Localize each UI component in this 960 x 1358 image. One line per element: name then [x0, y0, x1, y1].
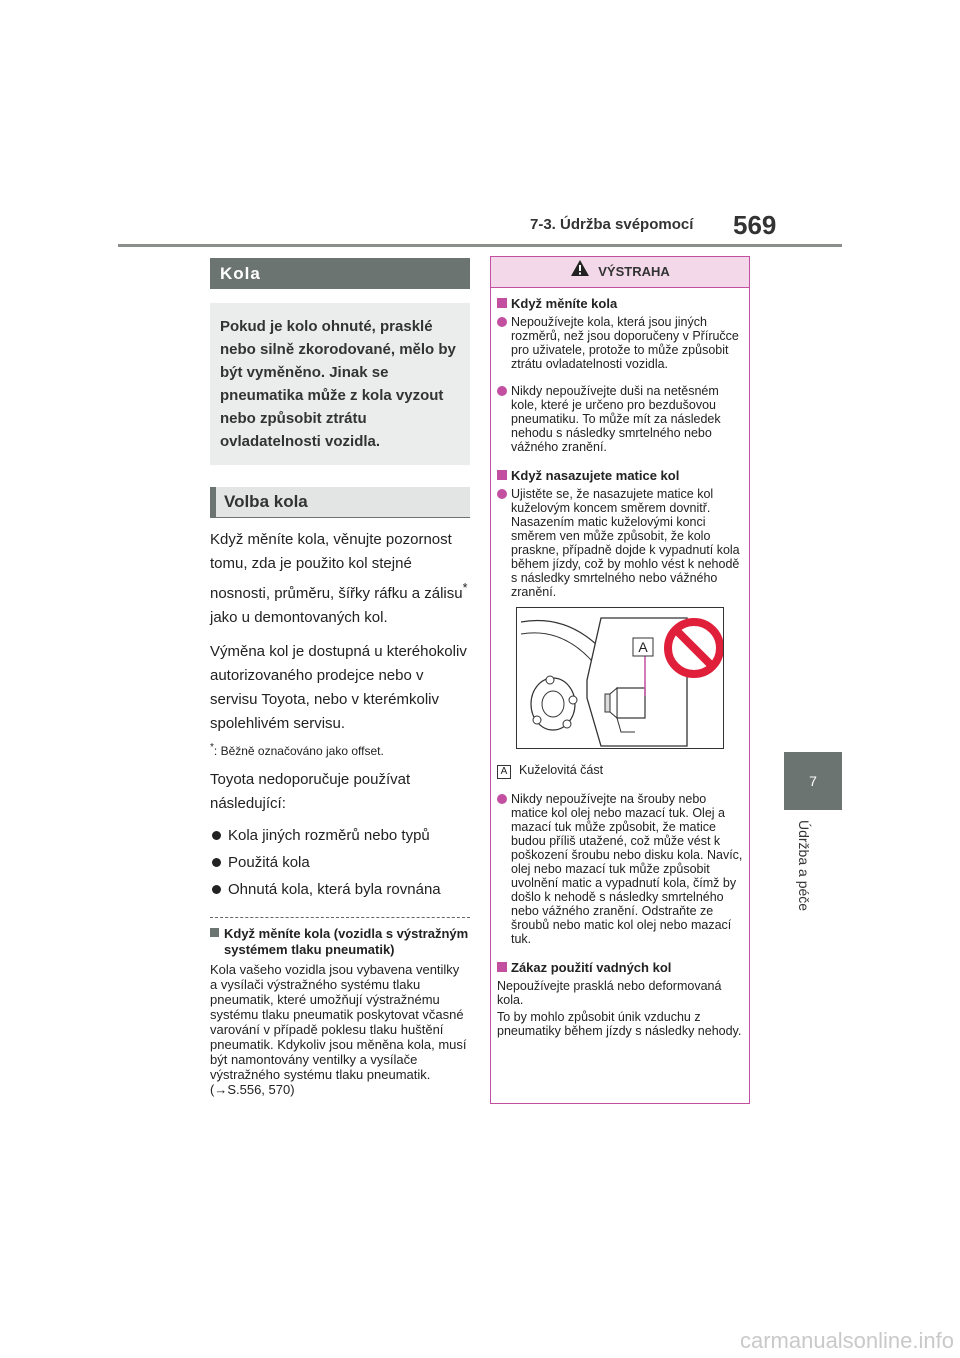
chapter-tab[interactable]: 7 [784, 752, 842, 810]
square-bullet-icon [210, 928, 219, 937]
list-item: Použitá kola [210, 849, 470, 876]
header-rule [118, 244, 842, 247]
square-bullet-icon [497, 962, 507, 972]
warning-section-heading: Když nasazujete matice kol [497, 468, 743, 484]
page-number: 569 [733, 210, 777, 240]
bullet-icon [212, 885, 221, 894]
legend-key: A [497, 765, 511, 779]
warning-section-heading: Zákaz použití vadných kol [497, 960, 743, 976]
section-title: 7-3. Údržba svépomocí [530, 216, 694, 233]
warning-item: Nikdy nepoužívejte duši na netěsném kole, které je určeno pro bezdušovou pneumatiku. To může mít za následek nehodu s následky smrtelného nebo vážného zranění. [497, 384, 743, 454]
warning-item: Nikdy nepoužívejte na šrouby nebo matice kol olej nebo mazací tuk. Olej a mazací tuk může způsobit, že matice budou příliš utažené, což může vést k poškození šroubu nebo disku kola. Navíc, olej nebo mazací tuk může způsobit uvolnění matic a vypadnutí kola, čímž by došlo k nehodě s následky smrtelného nebo vážného zranění. Odstraňte ze šroubů nebo matic kol olej nebo mazací tuk. [497, 792, 743, 946]
note-divider [210, 917, 470, 918]
list-item: Ohnutá kola, která byla rovnána [210, 876, 470, 903]
square-bullet-icon [497, 470, 507, 480]
bullet-list [210, 822, 470, 903]
chapter-label: Údržba a péče [796, 820, 812, 912]
page-heading: Kola [210, 258, 470, 289]
bullet-icon [497, 794, 507, 804]
wheel-nut-diagram [516, 607, 724, 749]
intro-box: Pokud je kolo ohnuté, prasklé nebo silně zkorodované, mělo by být vyměněno. Jinak se pneumatika může z kola vyzout nebo způsobit ztrátu ovladatelnosti vozidla. [210, 303, 470, 465]
warning-item: Ujistěte se, že nasazujete matice kol kuželovým koncem směrem dovnitř. Nasazením matic kuželovými konci směrem ven může způsobit, že kolo praskne, případně dojde k vypadnutí kola během jízdy, což by mohlo vést k nehodě s následky smrtelného nebo vážného zranění. [497, 487, 743, 599]
paragraph-1-tail: jako u demontovaných kol. [210, 609, 388, 626]
warning-header [491, 257, 749, 288]
warning-box [490, 256, 750, 1104]
bullet-icon [497, 489, 507, 499]
bullet-icon [212, 858, 221, 867]
subheading: Volba kola [210, 487, 470, 518]
footnote-star: * [210, 742, 214, 753]
paragraph-3: Toyota nedoporučuje používat následující: [210, 771, 411, 812]
square-bullet-icon [497, 298, 507, 308]
footnote [210, 742, 470, 758]
note-body: Kola vašeho vozidla jsou vybavena ventilky a vysílači výstražného systému tlaku pneumatik, které umožňují výstražnému systému tlaku pneumatik poskytovat včasné varování v případě poklesu tlaku huštění pneumatik. Kdykoliv jsou měněna kola, musí být namontovány ventilky a vysílače výstražného systému tlaku pneumatik. (→S.556, 570) [210, 962, 467, 1097]
paragraph-1-text: Když měníte kola, věnujte pozornost tomu, zda je použito kol stejné nosnosti, průměru, šířky ráfku a zálisu [210, 531, 463, 602]
footnote-marker: * [462, 581, 468, 595]
warning-paragraph: To by mohlo způsobit únik vzduchu z pneumatiky během jízdy s následky nehody. [497, 1010, 742, 1038]
warning-item: Nepoužívejte kola, která jsou jiných rozměrů, než jsou doporučeny v Příručce pro uživatele, protože to může způsobit ztrátu ovladatelnosti vozidla. [497, 315, 743, 371]
bullet-icon [212, 831, 221, 840]
bullet-icon [497, 386, 507, 396]
diagram-legend: A Kuželovitá část [497, 763, 743, 779]
wheel-hub-illustration [517, 608, 723, 748]
warning-triangle-icon [570, 258, 590, 288]
left-column [210, 258, 470, 1097]
paragraph-2: Výměna kol je dostupná u kteréhokoliv autorizovaného prodejce nebo v servisu Toyota, nebo v kterémkoliv spolehlivém servisu. [210, 643, 467, 732]
warning-title: VÝSTRAHA [598, 264, 670, 279]
note-heading: Když měníte kola (vozidla s výstražným systémem tlaku pneumatik) [210, 926, 470, 958]
footnote-text: : Běžně označováno jako offset. [213, 744, 384, 758]
warning-paragraph: Nepoužívejte prasklá nebo deformovaná kola. [497, 979, 722, 1007]
diagram-callout-label: A [638, 639, 648, 655]
warning-section-heading: Když měníte kola [497, 296, 743, 312]
paragraph-1 [210, 528, 470, 630]
watermark: carmanualsonline.info [739, 1328, 954, 1353]
bullet-icon [497, 317, 507, 327]
list-item: Kola jiných rozměrů nebo typů [210, 822, 470, 849]
